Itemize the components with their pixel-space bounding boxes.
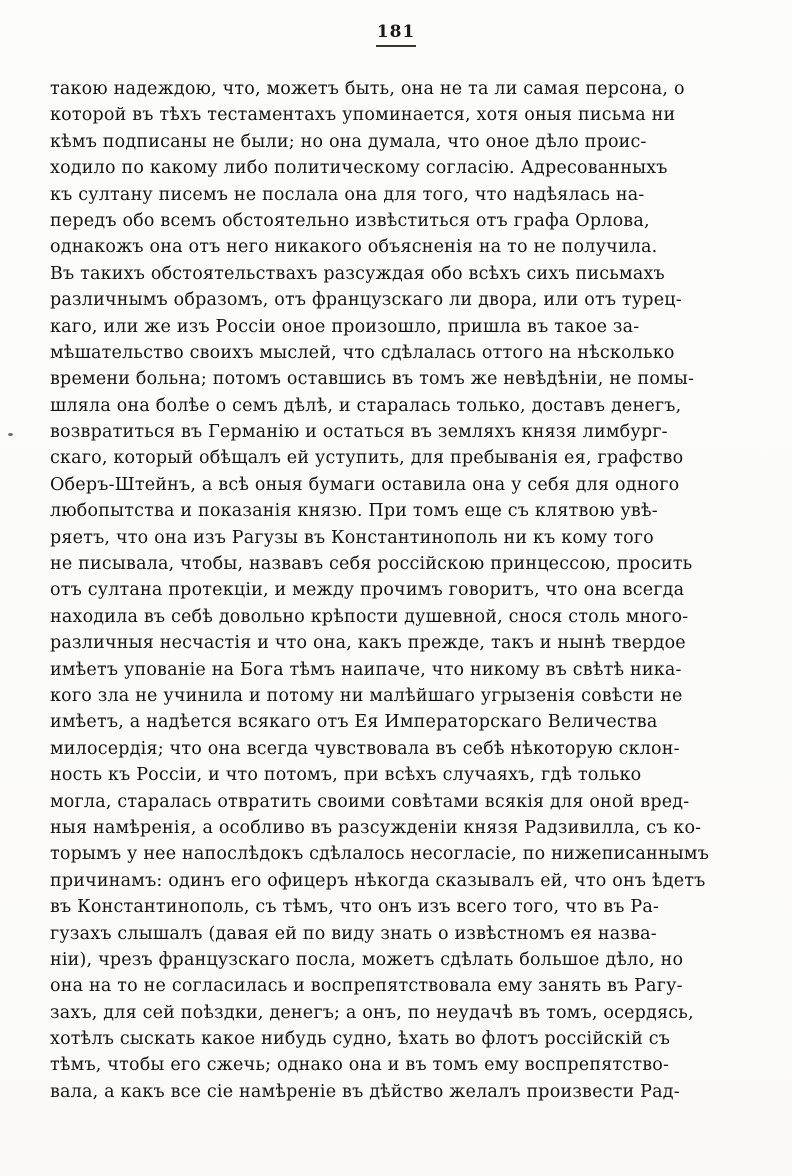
page-number: 181 — [376, 22, 416, 42]
text-line: каго, или же изъ Россіи оное произошло, пришла въ такое за- — [50, 316, 640, 337]
text-block — [50, 76, 742, 1105]
text-line: не писывала, чтобы, назвавъ себя россійскою принцессою, просить — [50, 554, 693, 575]
text-line: ходило по какому либо политическому согласію. Адресованныхъ — [50, 158, 668, 179]
text-line: торымъ у нее напослѣдокъ сдѣлалось несогласіе, по нижеписаннымъ — [50, 844, 710, 865]
text-line: времени больна; потомъ оставшись въ томъ же невѣдѣніи, не помы- — [50, 369, 695, 390]
text-line: шляла она болѣе о семъ дѣлѣ, и старалась только, доставъ денегъ, — [50, 395, 682, 416]
text-line: различныя несчастія и что она, какъ прежде, такъ и нынѣ твердое — [50, 633, 686, 654]
text-line: ныя намѣренія, а особливо въ разсужденіи князя Радзивилла, съ ко- — [50, 817, 702, 838]
text-line: скаго, который обѣщалъ ей уступить, для пребыванія ея, графство — [50, 448, 684, 469]
text-line: захъ, для сей поѣздки, денегъ; а онъ, по неудачѣ въ томъ, осердясь, — [50, 1002, 694, 1023]
text-line: Въ такихъ обстоятельствахъ разсуждая обо всѣхъ сихъ письмахъ — [50, 263, 665, 284]
text-line: мѣшательство своихъ мыслей, что сдѣлалась оттого на нѣсколько — [50, 342, 675, 363]
text-line: передъ обо всемъ обстоятельно извѣститься отъ графа Орлова, — [50, 210, 650, 231]
text-line: ніи), чрезъ французскаго посла, можетъ сдѣлать большое дѣло, но — [50, 949, 684, 970]
text-line: такою надеждою, что, можетъ быть, она не та ли самая персона, о — [50, 79, 685, 99]
text-line: хотѣлъ сыскать какое нибудь судно, ѣхать во флотъ россійскій съ — [50, 1029, 671, 1050]
text-line: однакожъ она отъ него никакого объясненія на то не получила. — [50, 237, 658, 258]
text-line: любопытства и показанія князю. При томъ еще съ клятвою увѣ- — [50, 501, 658, 522]
text-line: находила въ себѣ довольно крѣпости душевной, снося столь много- — [50, 606, 689, 627]
page-header — [0, 22, 792, 47]
text-line: которой въ тѣхъ тестаментахъ упоминается, хотя оныя письма ни — [50, 105, 676, 126]
text-line: кого зла не учинила и потому ни малѣйшаго угрызенія совѣсти не — [50, 685, 683, 706]
text-line: вала, а какъ все сіе намѣреніе въ дѣйство желалъ произвести Рад- — [50, 1081, 680, 1102]
text-line: возвратиться въ Германію и остаться въ земляхъ князя лимбург- — [50, 422, 668, 443]
text-line: причинамъ: одинъ его офицеръ нѣкогда сказывалъ ей, что онъ ѣдетъ — [50, 870, 706, 891]
text-line: ность къ Россіи, и что потомъ, при всѣхъ случаяхъ, гдѣ только — [50, 765, 642, 786]
text-line: кѣмъ подписаны не были; но она думала, что оное дѣло проис- — [50, 131, 647, 152]
margin-mark — [8, 433, 13, 436]
text-line: отъ султана протекціи, и между прочимъ говоритъ, что она всегда — [50, 580, 685, 601]
text-line: могла, старалась отвратить своими совѣтами всякія для оной вред- — [50, 791, 690, 812]
text-line: ряетъ, что она изъ Рагузы въ Константинополь ни къ кому того — [50, 527, 654, 548]
page-number-rule — [376, 45, 416, 47]
text-line: имѣетъ упованіе на Бога тѣмъ наипаче, что никому въ свѣтѣ ника- — [50, 659, 682, 680]
text-line: милосердія; что она всегда чувствовала въ себѣ нѣкоторую склон- — [50, 738, 680, 759]
text-line: гузахъ слышалъ (давая ей по виду знать о извѣстномъ ея назва- — [50, 923, 657, 944]
text-line: она на то не согласилась и воспрепятствовала ему занять въ Рагу- — [50, 976, 683, 997]
text-line: имѣетъ, а надѣется всякаго отъ Ея Императорскаго Величества — [50, 712, 658, 733]
text-line: въ Константинополь, съ тѣмъ, что онъ изъ всего того, что въ Ра- — [50, 897, 660, 918]
text-line: различнымъ образомъ, отъ французскаго ли двора, или отъ турец- — [50, 290, 682, 311]
text-line: тѣмъ, чтобы его сжечь; однако она и въ томъ ему воспрепятство- — [50, 1055, 670, 1076]
text-line: къ султану писемъ не послала она для того, что надѣялась на- — [50, 184, 645, 205]
text-line: Оберъ-Штейнъ, а всѣ оныя бумаги оставила она у себя для одного — [50, 474, 680, 495]
